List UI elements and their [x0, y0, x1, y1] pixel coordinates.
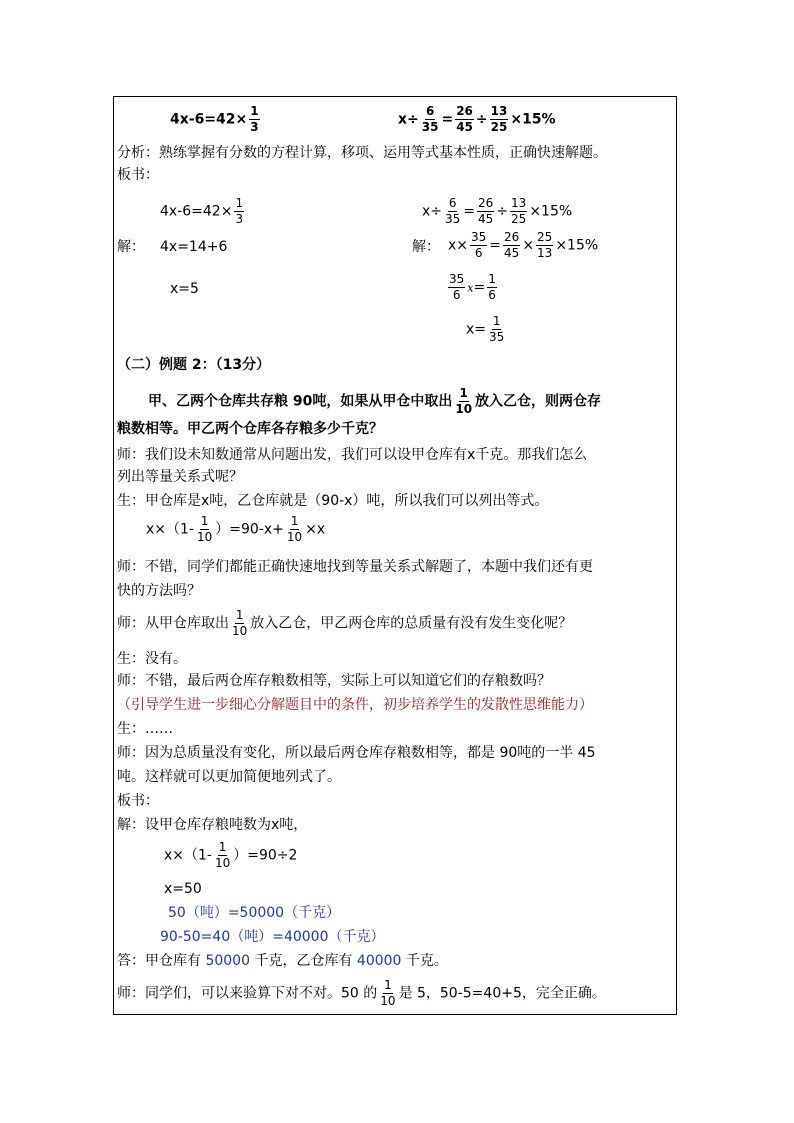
- fraction-part: 45: [456, 120, 473, 134]
- fraction-part: 6: [474, 246, 483, 260]
- fraction-part: 26: [504, 230, 520, 244]
- fraction: [488, 314, 505, 345]
- problem-line-2: 粮数相等。甲乙两个仓库各存粮多少千克？: [117, 421, 383, 437]
- fraction: [249, 104, 259, 135]
- solution-equation: [164, 840, 297, 871]
- fraction-part: 10: [455, 402, 473, 416]
- text: 答：甲仓库有: [117, 953, 206, 969]
- dialog-teacher-5: 师：因为总质量没有变化，所以最后两仓库存粮数相等，都是 90吨的一半 45: [117, 745, 596, 761]
- fraction: [421, 104, 440, 135]
- text: ×x: [305, 521, 326, 538]
- fraction: [510, 196, 527, 227]
- text: 师：从甲仓库取出: [117, 615, 229, 632]
- fraction: [231, 608, 248, 639]
- dialog-teacher-2: 师：不错，同学们都能正确快速地找到等量关系式解题了，本题中我们还有更: [117, 559, 593, 575]
- fraction-part: 3: [235, 212, 244, 226]
- solution-step-3: $\frac{35}{6}$ x= $\frac{1}{6}$: [449, 272, 496, 302]
- fraction: [214, 840, 231, 871]
- fraction-part: 10: [232, 624, 248, 638]
- text: x×（1-: [146, 521, 194, 538]
- fraction-part: 10: [380, 994, 396, 1008]
- fraction-part: 35: [471, 230, 487, 244]
- fraction-part: 1: [492, 314, 501, 328]
- teaching-note: （引导学生进一步细心分解题目中的条件，初步培养学生的发散性思维能力）: [117, 697, 593, 713]
- fraction-part: 13: [511, 196, 527, 210]
- fraction-part: 25: [490, 120, 508, 134]
- equation-1-bold: [170, 104, 262, 135]
- solution-x-result: x=50: [164, 881, 202, 897]
- fraction-part: 35: [445, 212, 461, 226]
- fraction: [454, 386, 473, 417]
- x-variable: x: [467, 281, 474, 295]
- solution-conversion-1: 50（吨）=50000（千克）: [168, 905, 341, 921]
- fraction-part: 10: [214, 856, 231, 870]
- text: 放入乙仓，则两仓存: [475, 393, 602, 410]
- dialog-teacher-4: 师：不错，最后两仓库存粮数相等，实际上可以知道它们的存粮数吗？: [117, 673, 551, 689]
- eq-text: x÷: [422, 203, 443, 220]
- fraction-part: 6: [452, 288, 461, 302]
- fraction: [455, 104, 474, 135]
- answer-line: [117, 952, 448, 970]
- text: 放入乙仓，甲乙两仓库的总质量有没有发生变化呢？: [250, 615, 573, 632]
- text: 是 5，50-5=40+5，完全正确。: [398, 985, 606, 1002]
- fraction-part: 6: [448, 196, 457, 210]
- fraction-part: 45: [504, 246, 520, 260]
- text: x×（1-: [164, 847, 212, 864]
- dialog-teacher-2b: 快的方法吗？: [117, 583, 201, 599]
- fraction-part: 1: [290, 514, 299, 528]
- fraction: [234, 196, 244, 227]
- student-equation: [146, 514, 325, 545]
- fraction-part: 1: [384, 978, 392, 992]
- fraction-part: 25: [537, 230, 553, 244]
- fraction: [477, 196, 494, 227]
- fraction-part: 35: [489, 330, 505, 344]
- percent-text: ×15%: [529, 203, 573, 220]
- text: 甲、乙两个仓库共存粮 90吨，如果从甲仓中取出: [148, 393, 453, 410]
- answer-value-b: 40000: [356, 953, 402, 969]
- fraction: [536, 230, 553, 261]
- solution-label-2: 解：: [412, 239, 440, 255]
- solution-result-2: [466, 314, 507, 345]
- fraction: [286, 514, 303, 545]
- board-label-1: 板书：: [117, 167, 159, 183]
- board-equation-2: x÷ $\frac{6}{35}$ = $\frac{26}{45}$ ÷ $\frac{13}{25}$ ×15%: [422, 196, 573, 226]
- dialog-student-1: 生：甲仓库是x吨，乙仓库就是（90-x）吨，所以我们可以列出等式。: [117, 493, 549, 509]
- text: ）=90÷2: [233, 847, 298, 864]
- eq-text: x=: [466, 321, 487, 338]
- fraction: [490, 104, 509, 135]
- solution-setup: 解：设甲仓库存粮吨数为x吨，: [117, 817, 308, 833]
- solution-conversion-2: 90-50=40（吨）=40000（千克）: [160, 929, 385, 945]
- fraction-part: 1: [235, 196, 244, 210]
- fraction-part: 1: [250, 104, 259, 118]
- text: 师：同学们，可以来验算下对不对。50 的: [117, 985, 378, 1002]
- solution-result-1: x=5: [170, 281, 199, 297]
- dialog-student-3: 生：……: [117, 721, 173, 737]
- percent-text: ×15%: [510, 111, 556, 128]
- eq-text: 4x-6=42×: [160, 203, 233, 220]
- fraction-part: 13: [490, 104, 508, 118]
- fraction-part: 1: [235, 608, 244, 622]
- text: ）=90-x+: [215, 521, 284, 538]
- text: 千克，乙仓库有: [250, 953, 357, 969]
- fraction-part: 1: [200, 514, 209, 528]
- equation-2-bold: x÷ $\frac{6}{35}$ = $\frac{26}{45}$ ÷ $\frac{13}{25}$ ×15%: [398, 104, 556, 134]
- text: 千克。: [401, 953, 448, 969]
- fraction-part: 6: [425, 104, 435, 118]
- fraction-part: 26: [456, 104, 473, 118]
- dialog-student-2: 生：没有。: [117, 651, 187, 667]
- fraction: [379, 978, 396, 1009]
- fraction-part: 10: [286, 530, 303, 544]
- fraction-part: 13: [537, 246, 553, 260]
- dialog-teacher-3: [117, 608, 572, 639]
- eq2-text: x÷: [398, 111, 419, 128]
- board-label-2: 板书：: [117, 793, 159, 809]
- solution-step-1: 4x=14+6: [160, 239, 228, 255]
- fraction: [487, 272, 497, 303]
- eq1-text: 4x-6=42×: [170, 111, 248, 128]
- fraction-part: 35: [421, 120, 439, 134]
- fraction-part: 1: [459, 386, 468, 400]
- fraction-part: 26: [478, 196, 494, 210]
- dialog-teacher-5b: 吨。这样就可以更加简便地列式了。: [117, 769, 341, 785]
- verification-line: [117, 978, 606, 1009]
- fraction-part: 45: [478, 212, 494, 226]
- dialog-teacher-1: 师：我们设未知数通常从问题出发，我们可以设甲仓库有x千克。那我们怎么: [117, 447, 588, 463]
- fraction-part: 1: [488, 272, 496, 286]
- solution-label-1: 解：: [117, 239, 145, 255]
- fraction: [444, 196, 461, 227]
- answer-value-a: 50000: [205, 953, 250, 969]
- solution-step-2: x× $\frac{35}{6}$ = $\frac{26}{45}$ × $\frac{25}{13}$ ×15%: [448, 230, 599, 260]
- problem-line-1: [148, 386, 601, 417]
- fraction: [503, 230, 520, 261]
- example-2-heading: （二）例题 2：（13分）: [117, 357, 271, 373]
- fraction-part: 1: [218, 840, 227, 854]
- fraction-part: 6: [488, 288, 496, 302]
- eq-text: x×: [448, 237, 469, 254]
- fraction-part: 3: [250, 120, 259, 134]
- fraction-part: 35: [449, 272, 465, 286]
- fraction: [448, 272, 465, 303]
- fraction-part: 10: [196, 530, 213, 544]
- percent-text: ×15%: [555, 237, 599, 254]
- dialog-teacher-1b: 列出等量关系式呢？: [117, 469, 243, 485]
- fraction: [470, 230, 487, 261]
- fraction-part: 25: [511, 212, 527, 226]
- fraction: [196, 514, 213, 545]
- board-equation-1: [160, 196, 246, 227]
- analysis-line: 分析：熟练掌握有分数的方程计算，移项、运用等式基本性质，正确快速解题。: [117, 145, 607, 161]
